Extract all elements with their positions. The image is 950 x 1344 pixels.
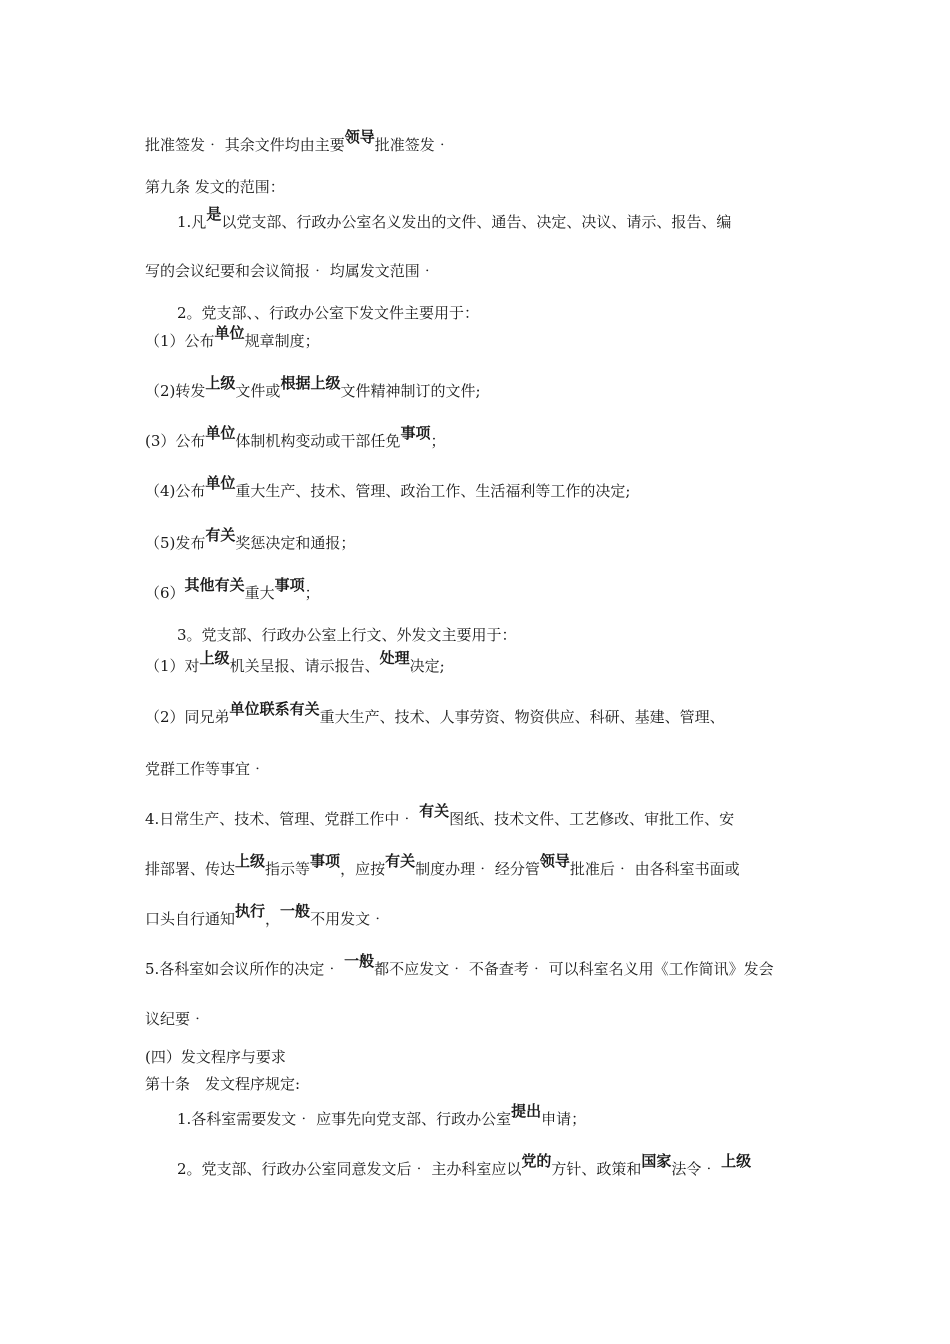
text-segment: ，应按 [340, 860, 386, 878]
text-segment: 制度办理‧ 经分管 [415, 860, 540, 878]
highlighted-term: 一般 [280, 902, 311, 920]
text-segment: （2)转发 [145, 382, 206, 400]
text-segment: 批准后‧ 由各科室书面或 [569, 860, 740, 878]
text-segment: 规章制度； [244, 332, 320, 350]
text-segment: 批准签发‧ 其余文件均由主要 [145, 136, 345, 154]
text-line [145, 526, 356, 554]
text-line [145, 1008, 205, 1030]
text-line [145, 1073, 300, 1095]
text-segment: 写的会议纪要和会议简报‧ 均属发文范围‧ [145, 262, 435, 280]
highlighted-term: 有关 [289, 700, 320, 718]
highlighted-term: 上级 [235, 852, 266, 870]
text-segment: 以党支部、行政办公室名义发出的文件、通告、决定、决议、请示、报告、编 [221, 213, 732, 231]
text-segment: 口头自行通知 [145, 910, 236, 928]
text-segment: 4.日常生产、技术、管理、党群工作中‧ [145, 810, 420, 828]
highlighted-term: 事项 [400, 424, 431, 442]
highlighted-term: 处理 [379, 649, 410, 667]
text-segment: 2。党支部、、行政办公室下发文件主要用于： [177, 304, 480, 322]
text-segment: 议纪要‧ [145, 1010, 206, 1028]
highlighted-term: 执行 [235, 902, 266, 920]
text-segment: 体制机构变动或干部任免 [235, 432, 401, 450]
highlighted-term: 有关 [419, 802, 450, 820]
highlighted-term: 联系 [259, 700, 290, 718]
highlighted-term: 单位 [214, 324, 245, 342]
highlighted-term: 有关 [214, 576, 245, 594]
text-segment: 不用发文‧ [310, 910, 386, 928]
highlighted-term: 国家 [641, 1152, 672, 1170]
text-segment: （4)公布 [145, 482, 206, 500]
text-line [145, 700, 725, 728]
highlighted-term: 上级 [310, 374, 341, 392]
text-segment: （5)发布 [145, 534, 206, 552]
text-segment: （2）同兄弟 [145, 708, 230, 726]
text-line [145, 649, 445, 677]
text-line [145, 758, 265, 780]
text-segment: 都不应发文‧ 不备查考‧ 可以科室名义用《工作简讯》发会 [374, 960, 774, 978]
text-line [177, 624, 517, 646]
text-segment: 方针、政策和 [551, 1160, 642, 1178]
highlighted-term: 有关 [205, 526, 236, 544]
text-line [145, 952, 774, 980]
text-segment: 指示等 [265, 860, 311, 878]
text-segment: 重大生产、技术、管理、政治工作、生活福利等工作的决定; [235, 482, 631, 500]
highlighted-term: 事项 [310, 852, 341, 870]
text-segment: 机关呈报、请示报告、 [229, 657, 380, 675]
highlighted-term: 提出 [511, 1102, 542, 1120]
text-line [145, 902, 386, 930]
text-segment: 3。党支部、行政办公室上行文、外发文主要用于： [177, 626, 517, 644]
highlighted-term: 事项 [274, 576, 305, 594]
text-line [145, 474, 631, 502]
highlighted-term: 单位 [229, 700, 260, 718]
text-line [177, 302, 479, 324]
text-line [145, 802, 735, 830]
text-segment: 奖惩决定和通报； [235, 534, 356, 552]
text-segment: 重大生产、技术、人事劳资、物资供应、科研、基建、管理、 [319, 708, 725, 726]
text-line [145, 260, 435, 282]
text-segment: 重大 [244, 584, 275, 602]
highlighted-term: 党的 [521, 1152, 552, 1170]
text-segment: 法令‧ [671, 1160, 722, 1178]
text-segment: 排部署、传达 [145, 860, 236, 878]
text-segment: （1）公布 [145, 332, 215, 350]
text-segment: 第九条 发文的范围： [145, 178, 285, 196]
text-segment: 图纸、技术文件、工艺修改、审批工作、安 [449, 810, 735, 828]
highlighted-term: 领导 [539, 852, 570, 870]
text-segment: 申请； [541, 1110, 587, 1128]
highlighted-term: 上级 [205, 374, 236, 392]
text-line [177, 205, 732, 233]
text-segment: 文件精神制订的文件; [340, 382, 481, 400]
text-segment: 1.凡 [177, 213, 207, 231]
text-segment: （1）对 [145, 657, 200, 675]
highlighted-term: 上级 [199, 649, 230, 667]
text-segment: (3）公布 [145, 432, 206, 450]
highlighted-term: 根据 [280, 374, 311, 392]
highlighted-term: 领导 [344, 128, 375, 146]
text-line [145, 324, 320, 352]
text-line [145, 176, 285, 198]
highlighted-term: 上级 [721, 1152, 752, 1170]
text-segment: (四）发文程序与要求 [145, 1048, 286, 1066]
text-line [177, 1152, 752, 1180]
text-segment: ； [304, 584, 320, 602]
text-line [145, 374, 481, 402]
text-segment: 第十条 发文程序规定: [145, 1075, 301, 1093]
text-segment: 2。党支部、行政办公室同意发文后‧ 主办科室应以 [177, 1160, 522, 1178]
text-segment: 5.各科室如会议所作的决定‧ [145, 960, 345, 978]
text-segment: ； [430, 432, 446, 450]
text-line [145, 424, 446, 452]
text-segment: 决定; [409, 657, 445, 675]
text-segment: 文件或 [235, 382, 281, 400]
highlighted-term: 单位 [205, 424, 236, 442]
highlighted-term: 其他 [184, 576, 215, 594]
text-line [145, 576, 320, 604]
text-segment: 1.各科室需要发文‧ 应事先向党支部、行政办公室 [177, 1110, 512, 1128]
text-line [145, 1046, 286, 1068]
text-line [145, 852, 740, 880]
highlighted-term: 单位 [205, 474, 236, 492]
text-segment: （6） [145, 584, 185, 602]
text-segment: ， [265, 910, 281, 928]
highlighted-term: 有关 [385, 852, 416, 870]
text-line [177, 1102, 587, 1130]
text-segment: 批准签发‧ [374, 136, 450, 154]
highlighted-term: 是 [206, 205, 222, 223]
text-line [145, 128, 450, 156]
highlighted-term: 一般 [344, 952, 375, 970]
text-segment: 党群工作等事宜‧ [145, 760, 266, 778]
